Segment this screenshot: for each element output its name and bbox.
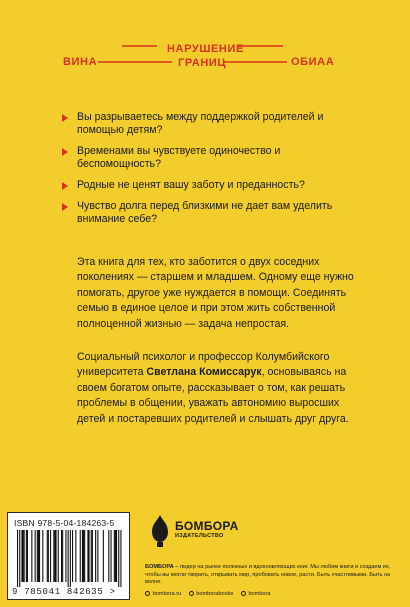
barcode-bar [118, 530, 119, 587]
isbn-text: ISBN 978-5-04-184263-5 [14, 518, 115, 528]
barcode-bar [80, 530, 81, 582]
question-item [62, 200, 362, 226]
barcode-bar [21, 530, 22, 582]
barcode-bar [61, 530, 62, 582]
word-narushenie: НАРУШЕНИЕ [167, 43, 244, 55]
publisher-contacts [145, 591, 405, 597]
barcode-bar [116, 530, 117, 582]
description-paragraph: Эта книга для тех, кто заботится о двух соседних поколениях — старшем и младшем. Одному еще нужно помогать, другое уже нуждается в помощи. Соединять семью в единое целое и при этом жить собственной полноценной жизнью — задача непростая. [77, 256, 354, 330]
barcode-bar [65, 530, 66, 582]
isbn-barcode-box [7, 512, 130, 600]
arrow-bullet-icon [62, 148, 68, 156]
contact-social-alt[interactable] [241, 591, 271, 597]
question-text: Чувство долга перед близкими не дает вам уделить внимание себе? [77, 200, 333, 225]
author-paragraph [77, 350, 363, 427]
barcode-bar [111, 530, 112, 582]
barcode-bar [95, 530, 96, 582]
barcode-bar [17, 530, 18, 587]
author-name: Светлана Комиссарук [146, 366, 262, 379]
barcode-bar [54, 530, 55, 582]
word-obida: ОБИАА [291, 56, 335, 68]
barcode-digits: 9 785041 842635 > [12, 587, 116, 597]
author-paragraph-start: Социальный психолог и профессор Колумбийского университета [77, 351, 330, 379]
barcode-bar [115, 530, 116, 582]
publisher-description-brand: БОМБОРА [145, 564, 174, 570]
contact-website[interactable] [145, 591, 181, 597]
publisher-description-text: – лидер на рынке полезных и вдохновляющих книг. Мы любим книги и создаем их, чтобы вы могли творить, открывать мир, пробовать новое, расти. Быть счастливыми. Быть на волне. [145, 564, 391, 586]
barcode-bar [56, 530, 57, 582]
question-list [62, 111, 362, 234]
publisher-name: БОМБОРА [175, 519, 239, 533]
barcode-bar [31, 530, 32, 582]
barcode-bar [70, 530, 71, 587]
title-word-graphic [0, 0, 410, 90]
barcode-bar [53, 530, 54, 582]
barcode-bar [87, 530, 88, 582]
barcode-bar [58, 530, 59, 582]
barcode-bar [42, 530, 43, 582]
barcode-bar [91, 530, 92, 582]
barcode-graphic [14, 530, 125, 587]
barcode-bar [114, 530, 115, 582]
barcode-bar [26, 530, 27, 582]
question-item [62, 145, 362, 171]
globe-icon [145, 591, 150, 596]
question-text: Родные не ценят вашу заботу и преданность? [77, 179, 305, 191]
word-vina: ВИНА [63, 56, 98, 68]
barcode-bar [39, 530, 40, 582]
barcode-bar [97, 530, 98, 582]
arrow-bullet-icon [62, 182, 68, 190]
bombora-logo-icon [149, 515, 171, 549]
barcode-bar [68, 530, 69, 587]
arrow-bullet-icon [62, 203, 68, 211]
question-item [62, 179, 362, 192]
barcode-bar [48, 530, 49, 582]
barcode-bar [50, 530, 51, 582]
barcode-bar [120, 530, 121, 587]
barcode-bar [75, 530, 76, 582]
question-item [62, 111, 362, 137]
barcode-bar [24, 530, 25, 582]
barcode-bar [35, 530, 36, 582]
barcode-bar [19, 530, 20, 587]
barcode-bar [92, 530, 93, 582]
barcode-bar [37, 530, 38, 582]
question-text: Временами вы чувствуете одиночество и беспомощность? [77, 145, 281, 170]
barcode-bar [38, 530, 39, 582]
barcode-bar [83, 530, 84, 582]
contact-social-alt-label: bombora [248, 591, 271, 597]
barcode-bar [82, 530, 83, 582]
contact-website-label: bombora.ru [152, 591, 182, 597]
publisher-subtitle: ИЗДАТЕЛЬСТВО [175, 533, 224, 539]
barcode-bar [62, 530, 63, 582]
contact-social-label: bomborabooks [196, 591, 234, 597]
barcode-bar [47, 530, 48, 582]
question-text: Вы разрываетесь между поддержкой родителей и помощью детям? [77, 111, 324, 136]
barcode-bar [84, 530, 85, 582]
telegram-icon [241, 591, 246, 596]
word-granits: ГРАНИЦ [178, 57, 227, 69]
social-icon [189, 591, 194, 596]
barcode-bar [27, 530, 28, 582]
barcode-bar [103, 530, 104, 582]
barcode-bar [108, 530, 109, 582]
publisher-description [145, 564, 395, 587]
barcode-bar [89, 530, 90, 582]
barcode-bar [23, 530, 24, 582]
author-paragraph-end: , основываясь на своем богатом опыте, рассказывает о том, как решать проблемы в общении, уважать автономию выросших детей и постаревших родителей и слышать друг друга. [77, 366, 349, 425]
arrow-bullet-icon [62, 114, 68, 122]
contact-social[interactable] [189, 591, 234, 597]
barcode-bar [72, 530, 73, 582]
